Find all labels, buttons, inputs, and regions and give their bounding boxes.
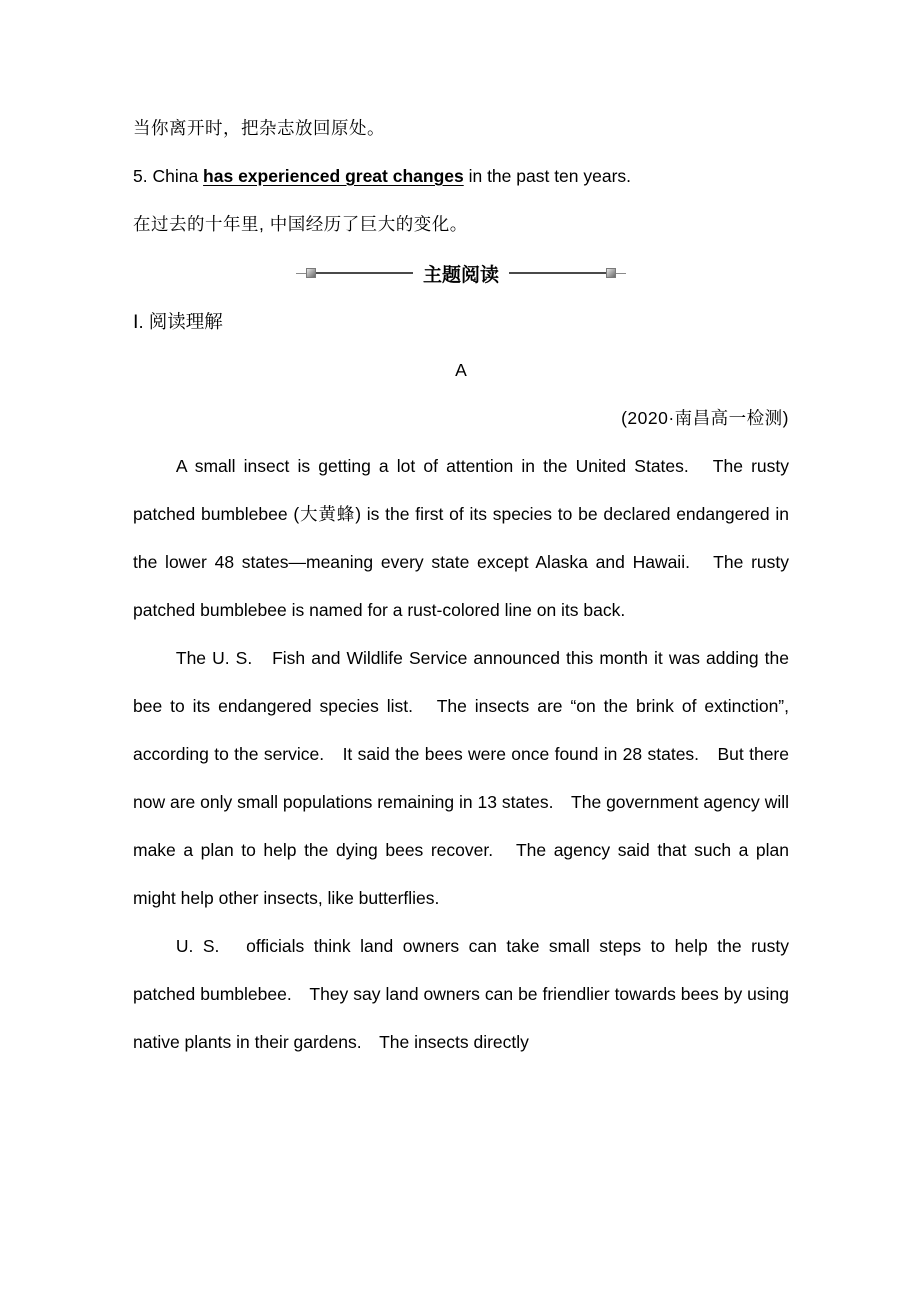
section-banner-title: 主题阅读 [423,264,500,286]
passage-paragraph-2: The U. S. Fish and Wildlife Service announced this month it was adding the bee to its endangered species list. The insects are “on the brink of extinction”, according to the service. It said the bees were once found in 28 states. But there now are only small populations remaining in 13 states. The government agency will make a plan to help the dying bees recover. The agency said that such a plan might help other insects, like butterflies. [133,648,807,908]
chinese-translation-line-4: 当你离开时，把杂志放回原处。 [133,118,385,138]
item5-suffix: in the past ten years. [463,166,632,186]
sentence-item-5 [133,152,789,200]
item5-highlighted-phrase: has experienced great changes [203,166,464,186]
passage-source-note: (2020·南昌高一检测) [621,408,789,428]
divider-cap-right-icon [606,268,616,278]
item5-prefix: 5. China [133,166,204,186]
divider-cap-left-icon [306,268,316,278]
chinese-translation-line-5: 在过去的十年里, 中国经历了巨大的变化。 [133,214,468,234]
section-heading-reading-comprehension: Ⅰ. 阅读理解 [133,311,223,332]
passage-paragraph-1: A small insect is getting a lot of attention in the United States. The rusty patched bumblebee (大黄蜂) is the first of its species to be declared endangered in the lower 48 states—meaning every state except Alaska and Hawaii. The rusty patched bumblebee is named for a rust-colored line on its back. [133,456,794,620]
passage-label-a: A [455,360,467,380]
divider-line-left [316,272,413,274]
section-banner [296,248,626,298]
passage-paragraph-3: U. S. officials think land owners can take small steps to help the rusty patched bumblebee. They say land owners can be friendlier towards bees by using native plants in their gardens. The insects directly [133,936,794,1052]
divider-line-left-outer [296,273,306,274]
divider-line-right-outer [616,273,626,274]
divider-line-right [509,272,606,274]
